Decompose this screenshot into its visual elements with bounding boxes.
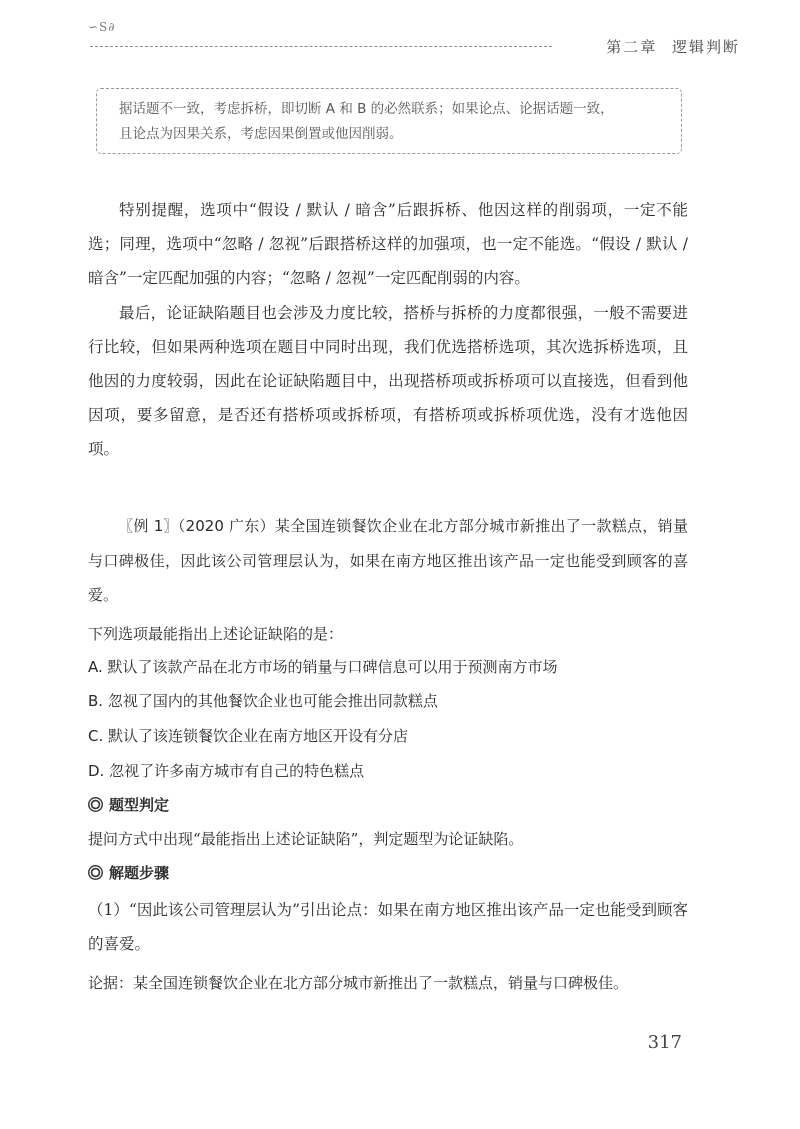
summary-line-1: 据话题不一致，考虑拆桥，即切断 A 和 B 的必然联系；如果论点、论据话题一致， <box>119 101 614 117</box>
chapter-label: 第二章 <box>606 38 658 56</box>
conclusion-paragraph: 最后，论证缺陷题目也会涉及力度比较，搭桥与拆桥的力度都很强，一般不需要进行比较，但如果两种选项在题目中同时出现，我们优选搭桥选项，其次选拆桥选项，且他因的力度较弱，因此在论证缺陷题目中，出现搭桥项或拆桥项可以直接选，但看到他因项，要多留意，是否还有搭桥项或拆桥项，有搭桥项或拆桥项优选，没有才选他因项。 <box>88 304 688 458</box>
type-title: 题型判定 <box>109 796 170 814</box>
header-divider <box>90 46 552 47</box>
page-number: 317 <box>647 1032 682 1053</box>
evidence-text: 论据：某全国连锁餐饮企业在北方部分城市新推出了一款糕点，销量与口碑极佳。 <box>88 974 629 992</box>
option-a: A. 默认了该款产品在北方市场的销量与口碑信息可以用于预测南方市场 <box>88 658 558 676</box>
summary-line-2: 且论点为因果关系，考虑因果倒置或他因削弱。 <box>119 126 403 142</box>
example-stem <box>88 509 688 612</box>
option-b: B. 忽视了国内的其他餐饮企业也可能会推出同款糕点 <box>88 692 438 710</box>
running-header <box>606 36 740 57</box>
example-source: （2020 广东） <box>177 517 275 535</box>
section-bullet-icon <box>88 865 103 880</box>
section-bullet-icon <box>88 797 103 812</box>
type-text: 提问方式中出现“最能指出上述论证缺陷”，判定题型为论证缺陷。 <box>88 830 524 848</box>
header-logo: ∽S∂ <box>88 20 116 34</box>
type-heading <box>88 795 688 815</box>
steps-heading <box>88 863 688 883</box>
example-text: 某全国连锁餐饮企业在北方部分城市新推出了一款糕点，销量与口碑极佳，因此该公司管理层认为，如果在南方地区推出该产品一定也能受到顾客的喜爱。 <box>88 517 688 604</box>
example-bracket-open: 〖 <box>119 519 134 535</box>
example-bracket-close: 〗 <box>163 519 178 535</box>
steps-title: 解题步骤 <box>109 864 170 882</box>
example-label: 例 1 <box>133 517 164 535</box>
option-d: D. 忽视了许多南方城市有自己的特色糕点 <box>88 762 365 780</box>
option-c: C. 默认了该连锁餐饮企业在南方地区开设有分店 <box>88 727 409 745</box>
step-1-text: （1）“因此该公司管理层认为”引出论点：如果在南方地区推出该产品一定也能受到顾客的喜爱。 <box>88 901 688 953</box>
summary-box <box>96 88 682 154</box>
section-label: 逻辑判断 <box>671 38 740 56</box>
example-question: 下列选项最能指出上述论证缺陷的是： <box>88 625 344 643</box>
reminder-paragraph: 特别提醒，选项中“假设 / 默认 / 暗含”后跟拆桥、他因这样的削弱项，一定不能选；同理，选项中“忽略 / 忽视”后跟搭桥这样的加强项，也一定不能选。“假设 / 默认 / 暗含”一定匹配加强的内容；“忽略 / 忽视”一定匹配削弱的内容。 <box>88 201 688 287</box>
